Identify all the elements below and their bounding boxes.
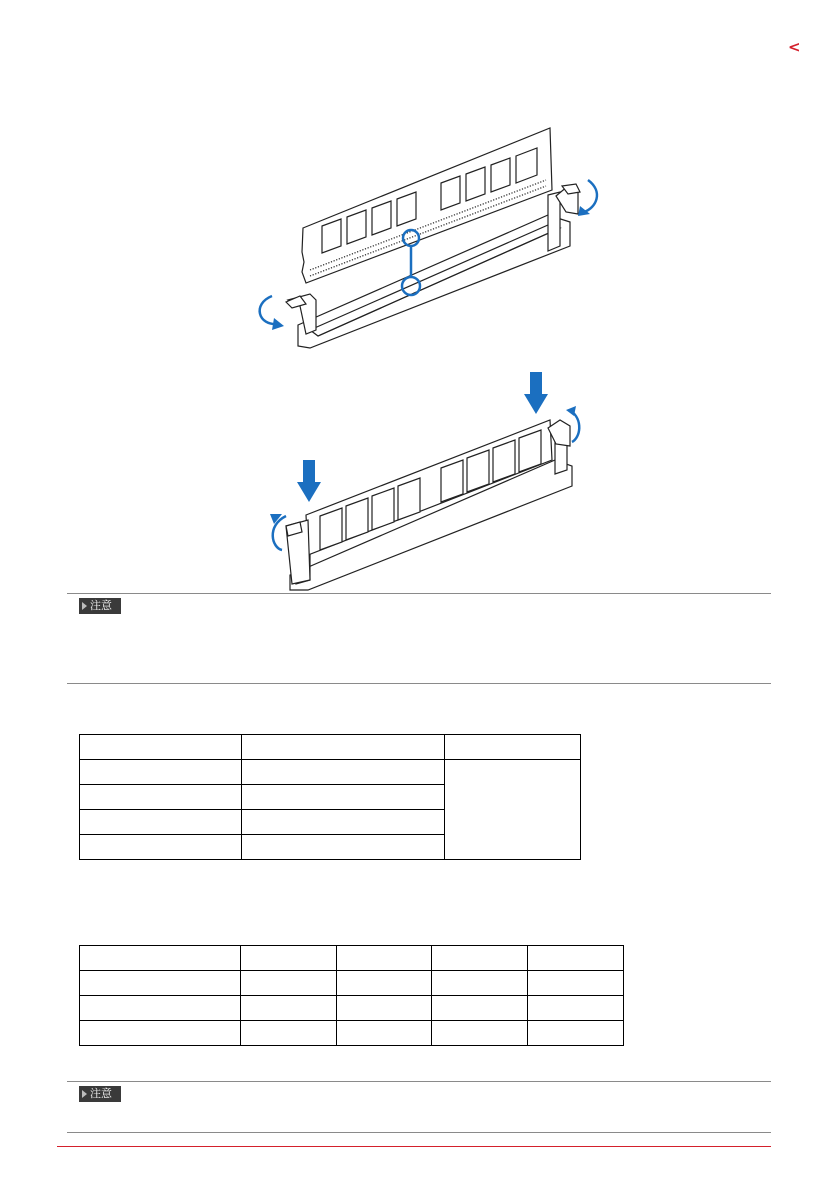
table-row — [80, 760, 581, 785]
table-row — [80, 946, 624, 971]
triangle-icon — [82, 602, 87, 610]
table-row — [80, 971, 624, 996]
divider — [67, 1081, 771, 1082]
note-label — [79, 1086, 121, 1102]
table-row — [80, 735, 581, 760]
rotate-arrow-icon — [570, 410, 579, 442]
note-label-text: 注意 — [90, 1087, 112, 1100]
memory-support-table — [79, 945, 624, 1046]
page-nav-arrow[interactable]: < — [788, 38, 801, 56]
divider — [67, 683, 771, 684]
memory-config-table — [79, 734, 581, 860]
table-row — [80, 1021, 624, 1046]
down-arrow-icon — [297, 460, 321, 502]
rotate-arrow-icon — [584, 180, 597, 212]
note-label-text: 注意 — [90, 599, 112, 612]
divider — [67, 1132, 771, 1133]
note-label — [79, 598, 121, 614]
footer-rule — [57, 1146, 771, 1147]
latch-left-bottom — [286, 520, 310, 584]
table-row — [80, 996, 624, 1021]
triangle-icon — [82, 1090, 87, 1098]
divider — [67, 593, 771, 594]
down-arrow-icon — [524, 372, 548, 414]
